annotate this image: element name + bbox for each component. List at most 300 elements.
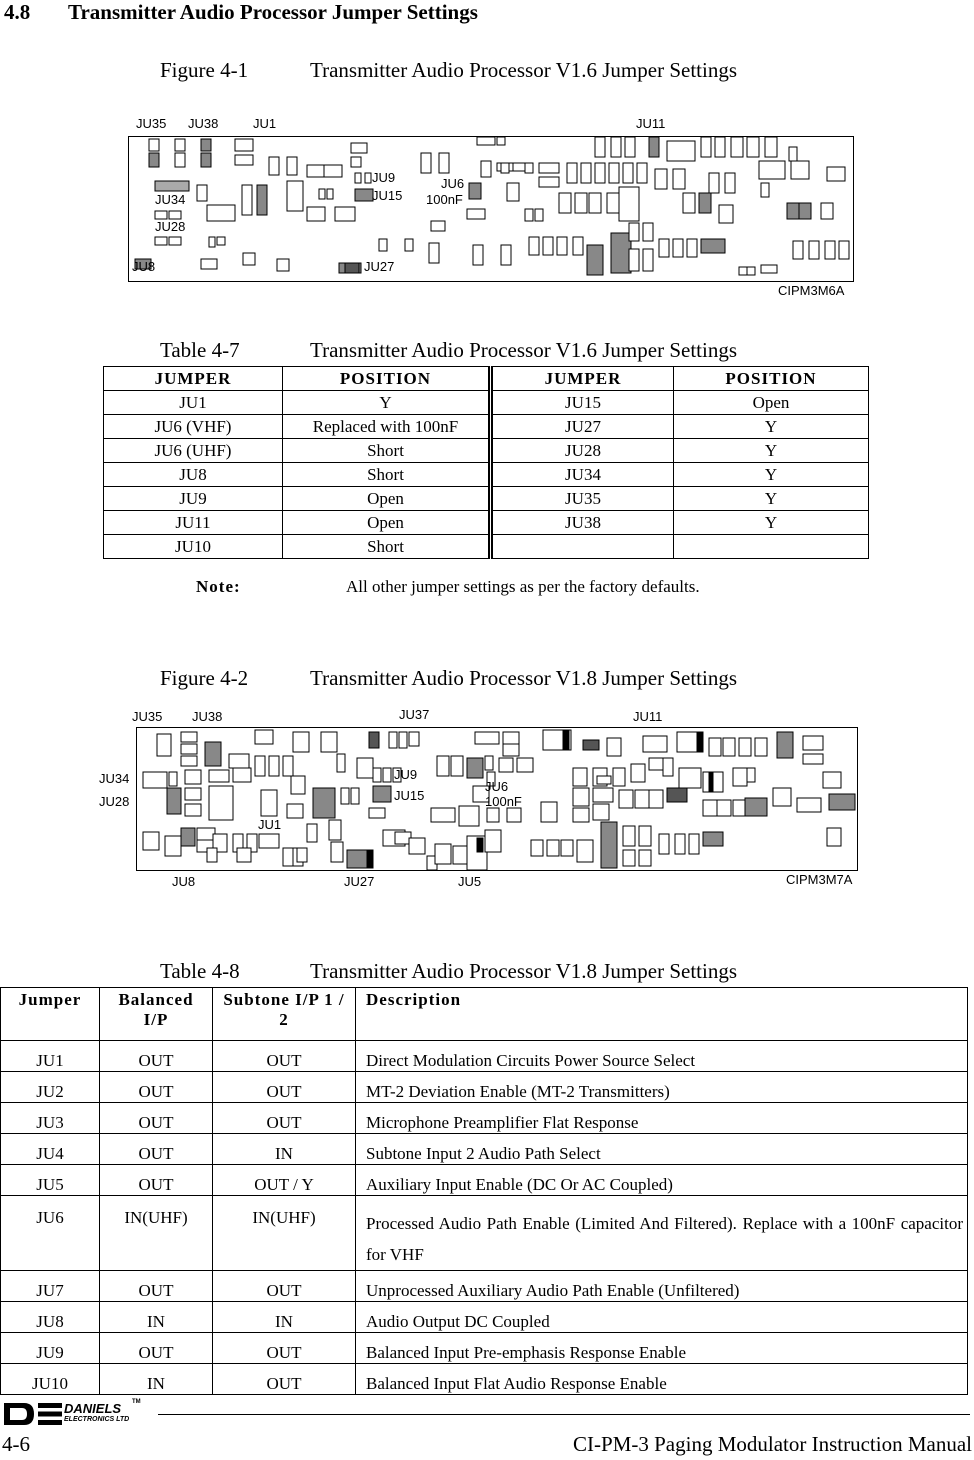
pcb-component [399,732,407,748]
pcb-component [765,137,777,157]
table8-cell: JU8 [1,1302,100,1333]
table7-cell: Replaced with 100nF [283,415,491,439]
table7-header: JUMPER [491,367,674,391]
pcb-component [467,209,485,219]
pcb-component [473,245,483,265]
pcb-component [243,253,255,265]
pcb-component [319,189,325,199]
pcb-component [351,157,361,167]
pcb-component [431,221,445,231]
pcb-component [701,239,725,253]
table8-cell: Audio Output DC Coupled [356,1302,968,1333]
pcb-component [619,790,633,808]
pcb-component [291,776,305,794]
table7-row [104,463,869,487]
pcb-component [673,169,685,189]
table8-row [1,1271,968,1302]
pcb-component [803,736,823,750]
pcb-component [789,147,797,161]
pcb-component [207,848,217,862]
table7-cell: Y [674,487,869,511]
pcb-component [823,772,841,788]
pcb-component [283,756,293,776]
pcb-component [655,169,667,189]
pcb-component [345,263,359,273]
pcb-component [467,758,483,778]
daniels-logo [2,1401,156,1432]
table8-row [1,1041,968,1072]
fig2-label-ju15: JU15 [394,788,425,803]
pcb-component [269,157,279,175]
table8-cell: OUT [213,1271,356,1302]
pcb-component [629,249,639,271]
pcb-component [233,768,251,782]
pcb-component [405,239,413,251]
pcb-component [324,165,342,177]
fig2-label-ju11: JU11 [633,709,663,724]
pcb-component [409,838,425,854]
section-heading [4,0,478,25]
pcb-component [739,738,751,756]
pcb-component [205,742,221,766]
pcb-component [383,768,391,782]
pcb-component [155,237,167,245]
pcb-component [717,800,731,816]
pcb-component [761,183,769,197]
figure1-title: Transmitter Audio Processor V1.6 Jumper Settings [310,58,738,82]
table8-cell: JU6 [1,1196,100,1271]
pcb-component [643,223,653,241]
table7-cell: JU9 [104,487,283,511]
pcb-component [217,237,225,245]
fig2-label-ju27: JU27 [344,874,375,889]
fig2-label-100nf: 100nF [485,794,522,809]
table7-header: POSITION [674,367,869,391]
pcb-component [169,237,181,245]
pcb-component [827,167,845,181]
pcb-component [793,241,803,259]
pcb-component [255,730,273,744]
figure1-caption [160,58,737,83]
pcb-component [261,790,277,816]
footer-rule [158,1414,970,1415]
pcb-component [529,237,539,255]
pcb-component [439,153,449,173]
fig2-label-ju38: JU38 [192,709,223,724]
table8-cell: IN [213,1302,356,1333]
table8-header: Balanced I/P [100,988,213,1041]
pcb-component [675,834,685,854]
fig2-label-ju5: JU5 [458,874,482,889]
pcb-component [557,237,567,255]
table8-cell: JU2 [1,1072,100,1103]
pcb-component [745,798,767,816]
section-number: 4.8 [4,0,31,24]
table8-row [1,1333,968,1364]
fig1-label-ju15: JU15 [372,188,403,203]
pcb-component [175,153,185,167]
pcb-component [201,153,211,167]
pcb-component [809,241,819,259]
pcb-component [169,772,177,786]
fig1-label-ju6: JU6 [441,176,465,191]
pcb-component [357,758,373,778]
pcb-component [369,732,379,748]
table8-row [1,1165,968,1196]
table8-cell: OUT [213,1041,356,1072]
pcb-component [715,137,725,157]
pcb-component [799,203,811,219]
pcb-component [293,732,309,752]
fig2-label-ju34: JU34 [99,771,130,786]
pcb-component [181,756,197,766]
fig1-label-ju11: JU11 [636,116,666,131]
pcb-component [167,788,181,814]
pcb-component [287,804,303,818]
pcb-component [341,788,349,804]
pcb-component [755,738,767,756]
table7-cell: JU35 [491,487,674,511]
pcb-component [559,193,571,213]
pcb-component [773,788,791,806]
fig2-label-ju1: JU1 [258,817,282,832]
pcb-component [629,223,639,241]
pcb-component [577,840,593,862]
table8-cell: OUT [213,1072,356,1103]
table8-cell: Auxiliary Input Enable (DC Or AC Coupled) [356,1165,968,1196]
pcb-component [525,163,533,173]
pcb-component [787,203,799,219]
pcb-component [481,161,491,177]
pcb-component [287,181,303,211]
pcb-component [607,738,621,756]
pcb-component [595,137,605,157]
pcb-component [611,233,631,273]
pcb-component [575,193,587,213]
pcb-component [373,786,391,802]
table7-header: POSITION [283,367,491,391]
pcb-component [739,267,747,275]
pcb-component [725,173,735,193]
pcb-component [507,808,521,822]
pcb-component [313,788,335,818]
table8-cell: JU9 [1,1333,100,1364]
pcb-component [593,804,609,820]
pcb-component [175,139,185,151]
pcb-component [573,808,589,822]
pcb-component [257,185,267,215]
table8-header: Jumper [1,988,100,1041]
table7-caption [160,338,737,363]
table8-cell: Microphone Preamplifier Flat Response [356,1103,968,1134]
pcb-component [475,732,499,744]
pcb-component [839,241,849,259]
table7-label: Table 4-7 [160,338,240,362]
pcb-component [601,822,617,868]
pcb-component [733,768,747,786]
pcb-component [277,259,289,271]
pcb-component [703,800,717,816]
table7-cell: JU6 (UHF) [104,439,283,463]
pcb-component [169,211,181,219]
table8-cell: Processed Audio Path Enable (Limited And Filtered). Replace with a 100nF capacitor for VHF [356,1196,968,1271]
table7-cell [674,535,869,559]
pcb-component [307,165,325,177]
pcb-component [451,756,463,776]
table7-cell: JU27 [491,415,674,439]
pcb-component [501,245,511,265]
pcb-component [659,239,669,257]
pcb-component [355,173,361,183]
pcb-component [639,850,651,866]
pcb-component [459,806,479,826]
table7-note-label: Note: [196,577,241,596]
table8-cell: Direct Modulation Circuits Power Source Select [356,1041,968,1072]
pcb-component [421,153,431,173]
table7-cell: Short [283,439,491,463]
pcb-component [165,836,181,856]
table7-cell: JU15 [491,391,674,415]
table8-title: Transmitter Audio Processor V1.8 Jumper Settings [310,959,738,983]
pcb-component [201,259,217,269]
pcb-component [613,768,625,786]
figure1-diagram [128,113,858,299]
table7-row [104,511,869,535]
table8-cell: MT-2 Deviation Enable (MT-2 Transmitters) [356,1072,968,1103]
table8-cell: OUT [100,1041,213,1072]
pcb-component [335,207,355,221]
pcb-component [709,173,719,193]
pcb-component [649,137,659,157]
pcb-component [181,828,195,846]
table7-cell: Y [674,511,869,535]
table8-cell: JU10 [1,1364,100,1395]
figure1-label: Figure 4-1 [160,58,249,82]
pcb-component [803,754,823,764]
fig2-label-code: CIPM3M7A [786,872,853,887]
table8-cell: JU1 [1,1041,100,1072]
table7-cell: JU6 (VHF) [104,415,283,439]
pcb-component [619,187,639,221]
table8-row [1,1302,968,1333]
table7-row [104,439,869,463]
table7-cell: Y [674,439,869,463]
pcb-component [369,808,385,818]
table8-header: Subtone I/P 1 / 2 [213,988,356,1041]
pcb-component [719,205,733,223]
pcb-component [747,137,759,157]
pcb-component [469,183,481,199]
pcb-component [699,193,711,213]
table8-cell: JU3 [1,1103,100,1134]
table7-cell: Open [674,391,869,415]
pcb-component [761,265,777,273]
table7-title: Transmitter Audio Processor V1.6 Jumper Settings [310,338,738,362]
pcb-component [255,756,265,776]
pcb-component [297,848,307,862]
pcb-component [623,850,635,866]
figure2-label: Figure 4-2 [160,666,249,690]
pcb-component [687,239,697,257]
pcb-component [259,834,279,848]
fig2-label-ju6: JU6 [485,779,509,794]
table8-cell: Subtone Input 2 Audio Path Select [356,1134,968,1165]
table7-cell: Short [283,535,491,559]
pcb-component [777,732,793,758]
pcb-component [631,764,645,782]
pcb-component [155,181,189,191]
table8-cell: Balanced Input Pre-emphasis Response Enable [356,1333,968,1364]
table8-row [1,1196,968,1271]
table8-caption [160,959,737,984]
pcb-component [573,237,583,255]
pcb-component [235,155,253,165]
pcb-component [197,828,215,840]
pcb-component [209,237,215,247]
pcb-component [607,193,619,213]
pcb-component [389,732,397,748]
pcb-component [355,189,373,201]
fig1-label-ju27: JU27 [364,259,395,274]
pcb-component [181,732,197,742]
pcb-component [499,758,513,772]
pcb-component [583,740,599,750]
table8-row [1,1072,968,1103]
table8-row [1,1134,968,1165]
table7-cell: JU34 [491,463,674,487]
pcb-component [331,842,343,862]
pcb-component [501,163,509,173]
section-title: Transmitter Audio Processor Jumper Settings [68,0,478,24]
pcb-component [201,139,211,151]
pcb-component [507,183,519,201]
logo-name: DANIELS [64,1401,122,1416]
pcb-component [663,758,673,776]
pcb-component [485,756,493,770]
pcb-component [429,243,439,263]
pcb-component [209,786,233,820]
table7-cell: Short [283,463,491,487]
pcb-component [477,137,495,145]
pcb-component [639,826,651,846]
pcb-component [581,163,591,183]
pcb-component [242,185,252,215]
pcb-component [143,832,159,850]
table8-header-row [1,988,968,1041]
pcb-component [667,141,695,161]
figure2-diagram [96,704,866,894]
pcb-component [207,205,235,221]
table8-cell: IN(UHF) [100,1196,213,1271]
fig1-label-100nf: 100nF [426,192,463,207]
pcb-component [625,137,635,157]
pcb-component [283,848,293,866]
table7-row [104,415,869,439]
pcb-component [609,163,619,183]
pcb-component [659,834,669,854]
pcb-component [287,157,297,175]
pcb-component [683,193,695,213]
fig2-label-ju8: JU8 [172,874,196,889]
pcb-component [329,820,341,840]
table7-row [104,535,869,559]
pcb-component [709,738,721,756]
table8-cell: OUT [100,1165,213,1196]
pcb-component [307,207,325,221]
pcb-component [611,137,621,157]
table8-cell: IN [213,1134,356,1165]
logo-sub: ELECTRONICS LTD [64,1416,130,1423]
fig1-label-ju8: JU8 [132,259,156,274]
pcb-component [307,824,317,842]
pcb-component [535,209,543,221]
pcb-component [485,830,501,852]
pcb-component [155,211,167,219]
figure1-board [128,136,854,282]
table8-cell: OUT [100,1134,213,1165]
pcb-component [181,744,197,754]
pcb-component [567,163,577,183]
pcb-component [673,239,683,257]
figure2-caption [160,666,737,691]
table7-header: JUMPER [104,367,283,391]
table7-row [104,391,869,415]
table8-cell: Balanced Input Flat Audio Response Enable [356,1364,968,1395]
pcb-component [157,734,171,756]
table7-note-text: All other jumper settings as per the factory defaults. [346,577,700,596]
pcb-component [827,828,841,846]
fig1-label-ju28: JU28 [155,219,186,234]
pcb-component [703,832,723,846]
pcb-component [541,802,557,822]
pcb-component [185,804,201,816]
fig1-label-ju1: JU1 [253,116,277,131]
pcb-component [547,840,559,856]
table7 [103,366,869,559]
table7-cell: Y [674,415,869,439]
fig2-label-ju9: JU9 [394,767,418,782]
pcb-component [623,826,635,846]
table7-cell: Y [283,391,491,415]
pcb-component [351,143,367,153]
pcb-component [593,788,613,802]
table8-cell: JU5 [1,1165,100,1196]
table8-header: Description [356,988,968,1041]
table7-row [104,487,869,511]
table7-cell: JU10 [104,535,283,559]
pcb-component [531,840,543,856]
pcb-component [825,241,835,259]
pcb-component [409,732,419,746]
pcb-component [337,754,345,772]
pcb-component [185,770,201,784]
table8-row [1,1103,968,1134]
pcb-component [373,768,381,782]
pcb-component [539,177,559,187]
pcb-component [477,838,483,852]
pcb-component [597,776,611,784]
table8-cell: OUT [213,1103,356,1134]
pcb-component [821,203,833,219]
pcb-component [365,173,371,183]
pcb-component [589,193,601,213]
pcb-component [667,788,687,802]
table8-label: Table 4-8 [160,959,240,983]
table8-cell: OUT [100,1271,213,1302]
pcb-component [697,732,703,752]
pcb-component [235,139,253,151]
pcb-component [635,790,649,808]
